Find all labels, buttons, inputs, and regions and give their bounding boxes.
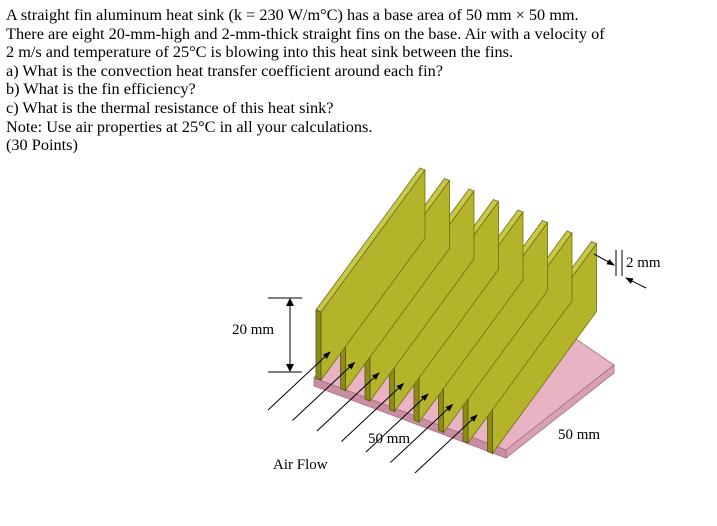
question-a: a) What is the convection heat transfer coefficient around each fin? (6, 60, 443, 80)
problem-line-1: A straight fin aluminum heat sink (k = 230 W/m°C) has a base area of 50 mm × 50 mm. (6, 5, 579, 24)
fin-height-label: 20 mm (232, 322, 275, 338)
dim-arrow-up (286, 298, 294, 306)
dim-arrow-down (286, 364, 294, 372)
dim-arrow-in-right (626, 278, 646, 288)
fin-front (316, 310, 321, 380)
problem-line-2: There are eight 20-mm-high and 2-mm-thick straight fins on the base. Air with a velocity of (6, 23, 605, 43)
fin-thickness-label: 2 mm (626, 255, 661, 271)
question-b: b) What is the fin efficiency? (6, 79, 196, 99)
fin-thickness-dimension (594, 250, 661, 288)
air-flow-label: Air Flow (273, 457, 328, 473)
points-line: (30 Points) (6, 135, 78, 155)
note-line: Note: Use air properties at 25°C in all your calculations. (6, 116, 373, 136)
question-c: c) What is the thermal resistance of this heat sink? (6, 97, 334, 117)
problem-line-3: 2 m/s and temperature of 25°C is blowing into this heat sink between the fins. (6, 42, 514, 62)
fin-height-dimension (232, 298, 302, 372)
base-length-label: 50 mm (558, 427, 601, 443)
dim-arrow-in-left (594, 254, 614, 265)
base-width-label: 50 mm (368, 431, 411, 447)
